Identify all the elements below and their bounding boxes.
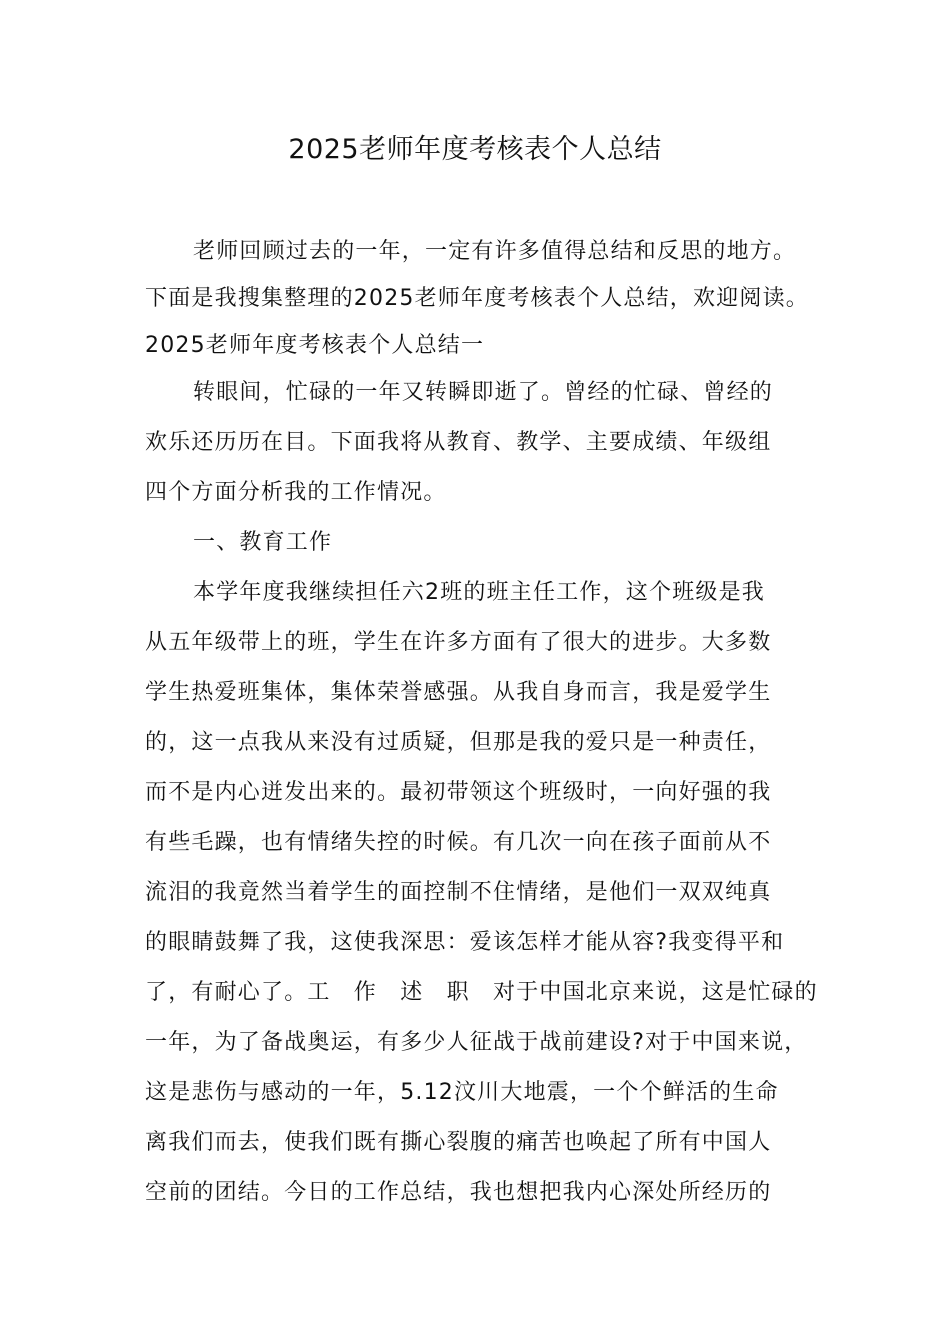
document-body (145, 232, 835, 1223)
paragraph-line: 欢乐还历历在目。下面我将从教育、教学、主要成绩、年级组 (145, 430, 772, 455)
paragraph-line: 四个方面分析我的工作情况。 (145, 480, 447, 505)
section-subtitle: 2025老师年度考核表个人总结一 (145, 333, 485, 358)
intro-line: 下面是我搜集整理的2025老师年度考核表个人总结，欢迎阅读。 (145, 286, 809, 311)
paragraph-line: 学生热爱班集体，集体荣誉感强。从我自身而言，我是爱学生 (145, 680, 772, 705)
paragraph-line: 从五年级带上的班，学生在许多方面有了很大的进步。大多数 (145, 630, 772, 655)
paragraph-line: 了，有耐心了。工 作 述 职 对于中国北京来说，这是忙碌的 (145, 980, 818, 1005)
paragraph-line: 有些毛躁，也有情绪失控的时候。有几次一向在孩子面前从不 (145, 830, 772, 855)
intro-line: 老师回顾过去的一年，一定有许多值得总结和反思的地方。 (193, 239, 797, 264)
paragraph-line: 流泪的我竟然当着学生的面控制不住情绪，是他们一双双纯真 (145, 880, 772, 905)
paragraph-line: 空前的团结。今日的工作总结，我也想把我内心深处所经历的 (145, 1180, 772, 1205)
section-heading: 一、教育工作 (193, 530, 333, 555)
paragraph-line: 的，这一点我从来没有过质疑，但那是我的爱只是一种责任， (145, 730, 772, 755)
paragraph-line: 本学年度我继续担任六2班的班主任工作，这个班级是我 (193, 580, 765, 605)
document-title: 2025老师年度考核表个人总结 (288, 134, 662, 165)
intro-block (145, 232, 835, 373)
paragraph-line: 的眼睛鼓舞了我，这使我深思：爱该怎样才能从容?我变得平和 (145, 930, 785, 955)
paragraph-line: 离我们而去，使我们既有撕心裂腹的痛苦也唤起了所有中国人 (145, 1130, 772, 1155)
paragraph-line: 一年，为了备战奥运，有多少人征战于战前建设?对于中国来说， (145, 1030, 808, 1055)
paragraph-line: 这是悲伤与感动的一年，5.12汶川大地震，一个个鲜活的生命 (145, 1080, 779, 1105)
paragraph-line: 转眼间，忙碌的一年又转瞬即逝了。曾经的忙碌、曾经的 (193, 380, 774, 405)
paragraph-line: 而不是内心迸发出来的。最初带领这个班级时，一向好强的我 (145, 780, 772, 805)
